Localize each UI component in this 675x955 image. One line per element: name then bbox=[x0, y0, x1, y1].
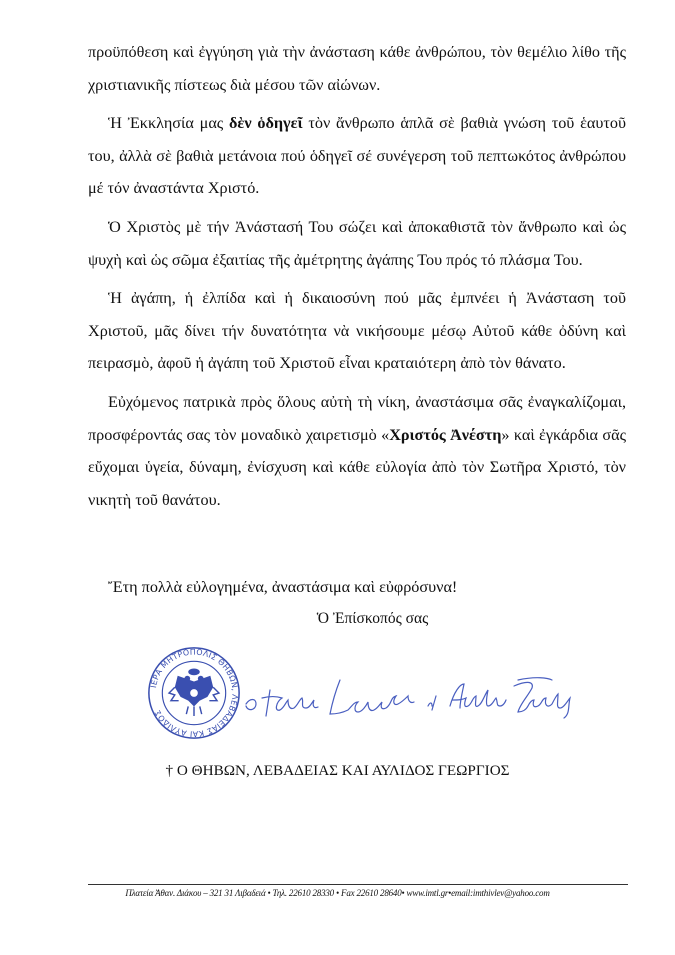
paragraph-2: Ἡ Ἐκκλησία μας δὲν ὁδηγεῖ τὸν ἄνθρωπο ἁπλᾶ σὲ βαθιὰ γνώση τοῦ ἑαυτοῦ του, ἀλλὰ σὲ βαθιὰ μετάνοια πού ὁδηγεῖ σέ συνέγερση τοῦ πεπτωκότος ἀνθρώπου μέ τόν ἀναστάντα Χριστό. bbox=[88, 114, 627, 198]
emphasis-christ-is-risen: Χριστός Ἀνέστη bbox=[389, 425, 502, 444]
letter-body bbox=[88, 36, 626, 516]
paragraph-3: Ὁ Χριστὸς μὲ τήν Ἀνάστασή Του σώζει καὶ ἀποκαθιστᾶ τὸν ἄνθρωπο καὶ ὡς ψυχὴ καὶ ὡς σῶμα ἐξαιτίας τῆς ἀμέτρητης ἀγάπης Του πρός τό πλάσμα Του. bbox=[88, 217, 626, 269]
paragraph-5: Εὐχόμενος πατρικὰ πρὸς ὅλους αὐτὴ τὴ νίκη, ἀναστάσιμα σᾶς ἐναγκαλίζομαι, προσφέροντάς σας τὸν μοναδικὸ χαιρετισμὸ «Χριστός Ἀνέστη» καὶ ἐγκάρδια σᾶς εὔχομαι ὑγεία, δύναμη, ἐνίσχυση καὶ κάθε εὐλογία ἀπὸ τὸν Σωτῆρα Χριστό, τὸν νικητὴ τοῦ θανάτου. bbox=[88, 392, 627, 509]
paragraph-4: Ἡ ἀγάπη, ἡ ἐλπίδα καὶ ἡ δικαιοσύνη πού μᾶς ἐμπνέει ἡ Ἀνάσταση τοῦ Χριστοῦ, μᾶς δίνει τήν δυνατότητα νὰ νικήσουμε μέσῳ Αὐτοῦ κάθε ὀδύνη καὶ πειρασμὸ, ἀφοῦ ἡ ἀγάπη τοῦ Χριστοῦ εἶναι κραταιότερη ἀπὸ τὸν θάνατο. bbox=[88, 289, 626, 373]
double-headed-eagle-icon bbox=[169, 669, 219, 717]
closing-wishes: Ἔτη πολλὰ εὐλογημένα, ἀναστάσιμα καὶ εὐφρόσυνα! bbox=[108, 578, 458, 596]
seal-text: ΙΕΡΑ ΜΗΤΡΟΠΟΛΙΣ ΘΗΒΩΝ, ΛΕΒΑΔΕΙΑΣ ΚΑΙ ΑΥΛΙΔΟΣ bbox=[148, 647, 240, 739]
emphasis-does-not-lead: δὲν ὁδηγεῖ bbox=[229, 114, 303, 133]
metropolis-seal bbox=[146, 645, 242, 741]
footer-divider bbox=[88, 884, 628, 885]
paragraph-1: προϋπόθεση καὶ ἐγγύηση γιὰ τὴν ἀνάσταση κάθε ἀνθρώπου, τὸν θεμέλιο λίθο τῆς χριστιανικῆς πίστεως διὰ μέσου τῶν αἰώνων. bbox=[88, 43, 626, 94]
handwritten-signature bbox=[240, 666, 600, 726]
bishop-name: † Ο ΘΗΒΩΝ, ΛΕΒΑΔΕΙΑΣ ΚΑΙ ΑΥΛΙΔΟΣ ΓΕΩΡΓΙΟΣ bbox=[165, 762, 510, 779]
signature-title: Ὁ Ἐπίσκοπός σας bbox=[316, 610, 429, 627]
footer-contact: Πλατεία Ἀθαν. Διάκου – 321 31 Λιβαδειά • Τηλ. 22610 28330 • Fax 22610 28640• www.imtl.gr•email:imthivlev@yahoo.com bbox=[125, 888, 550, 898]
